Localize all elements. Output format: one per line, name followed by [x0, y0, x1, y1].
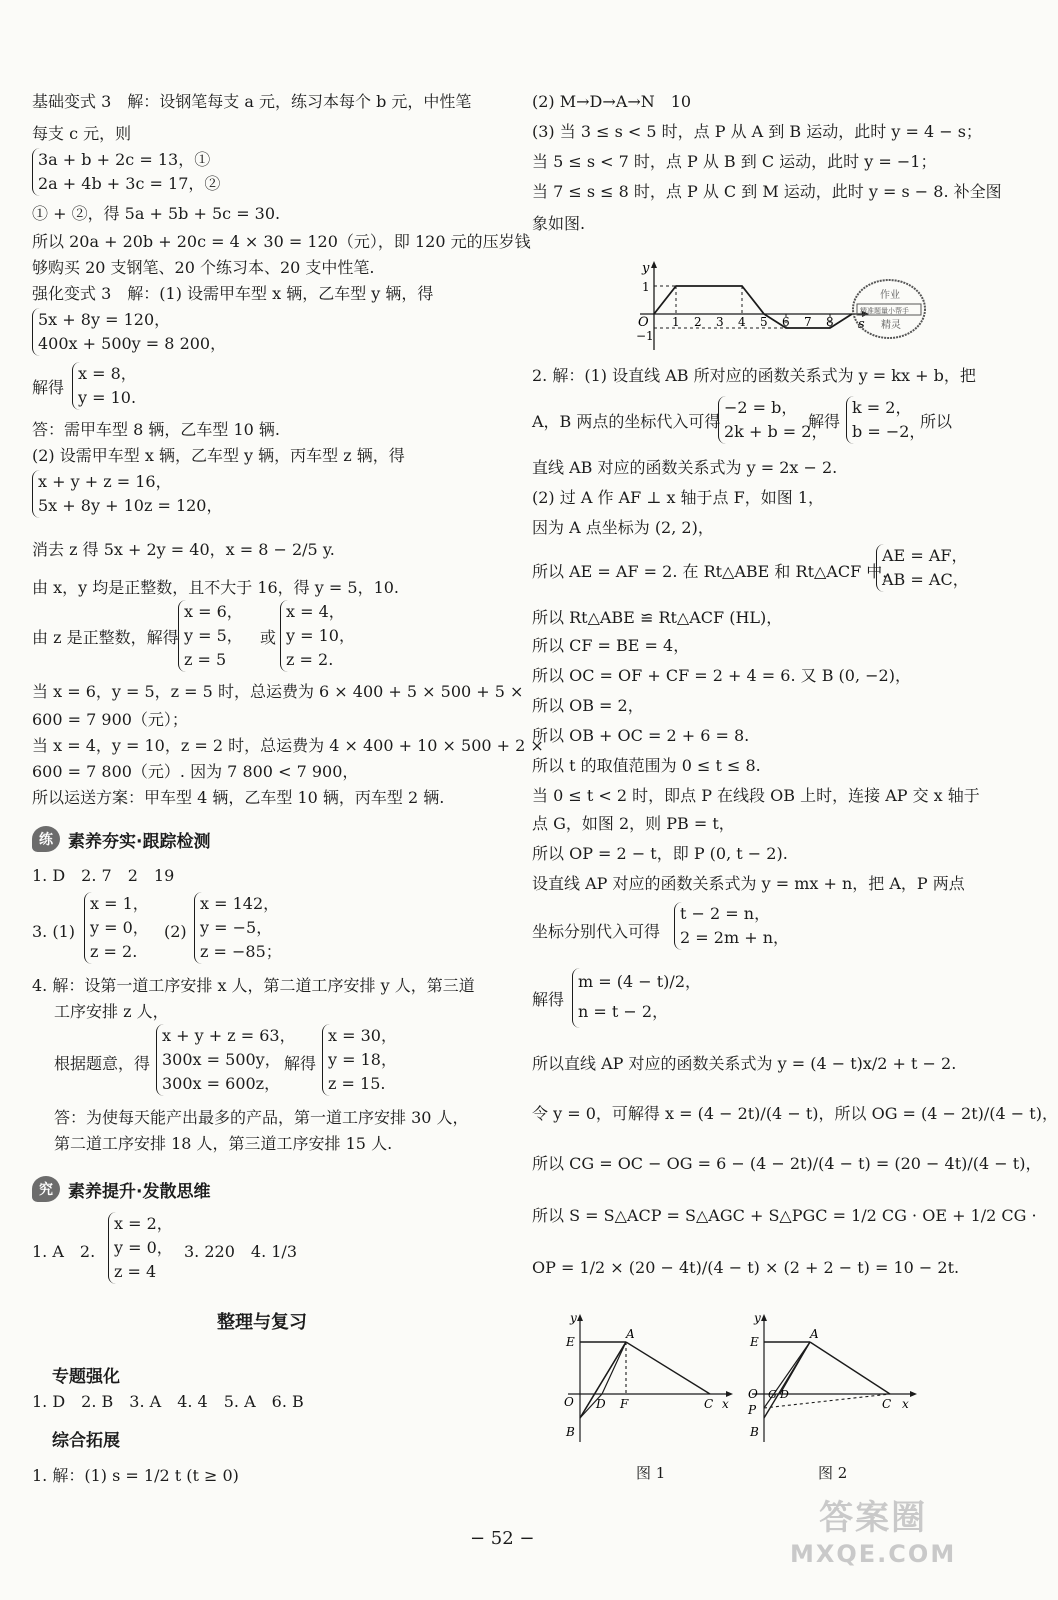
text-line: (3) 当 3 ≤ s < 5 时，点 P 从 A 到 B 运动，此时 y = 4 − s；: [532, 122, 982, 141]
svg-text:O: O: [748, 1387, 758, 1401]
text-line: 1. A 2.: [32, 1242, 96, 1261]
svg-text:作业: 作业: [880, 290, 900, 301]
text-line: 由 x，y 均是正整数，且不大于 16，得 y = 5，10.: [32, 578, 400, 597]
svg-text:x: x: [722, 1397, 729, 1411]
text-line: 所以 OC = OF + CF = 2 + 4 = 6. 又 B (0, −2)，: [532, 666, 911, 685]
y-label: y: [642, 261, 650, 276]
figure-1: [558, 1312, 738, 1452]
text-line: 2. 解：(1) 设直线 AB 所对应的函数关系式为 y = kx + b，把: [532, 366, 976, 385]
stamp-logo: [850, 276, 928, 342]
text-line: (2) M→D→A→N 10: [532, 92, 692, 111]
equation-system: x = 2， y = 0， z = 4: [108, 1212, 173, 1284]
text-line: 坐标分别代入可得: [532, 922, 661, 941]
tick-label: 8: [826, 315, 834, 329]
equation-system: x = 8， y = 10.: [72, 362, 137, 410]
equation-system: 5x + 8y = 120， 400x + 500y = 8 200，: [32, 308, 226, 356]
section-header: [32, 826, 210, 852]
svg-text:C: C: [704, 1397, 714, 1411]
subsection-title: 专题强化: [52, 1367, 120, 1387]
text-line: 象如图.: [532, 214, 586, 233]
text-line: 当 x = 6，y = 5，z = 5 时，总运费为 6 × 400 + 5 × 500 + 5 ×: [32, 682, 524, 701]
text-line: 设直线 AP 对应的函数关系式为 y = mx + n，把 A，P 两点: [532, 874, 965, 893]
text-line: 解得: [808, 412, 841, 431]
text-line: 所以 OB = 2，: [532, 696, 644, 715]
text-line: OP = 1/2 × (20 − 4t)/(4 − t) × (2 + 2 − t) = 10 − 2t.: [532, 1258, 960, 1277]
text-line: 所以 Rt△ABE ≌ Rt△ACF (HL)，: [532, 608, 783, 627]
section-title: 素养提升·发散思维: [68, 1181, 211, 1202]
text-line: 所以 20a + 20b + 20c = 4 × 30 = 120（元），即 120 元的压岁钱: [32, 232, 531, 251]
equation-system: x = 4， y = 10， z = 2.: [280, 600, 355, 672]
text-line: 4. 解：设第一道工序安排 x 人，第二道工序安排 y 人，第三道: [32, 976, 475, 995]
text-line: 第二道工序安排 18 人，第三道工序安排 15 人.: [54, 1134, 393, 1153]
piecewise-graph: [632, 258, 872, 354]
text-line: 消去 z 得 5x + 2y = 40，x = 8 − 2/5 y.: [32, 540, 335, 559]
text-line: 答：需甲车型 8 辆，乙车型 10 辆.: [32, 420, 280, 439]
equation-system: x + y + z = 63， 300x = 500y， 300x = 600z，: [156, 1024, 296, 1096]
svg-text:y: y: [570, 1311, 577, 1325]
text-line: 所以直线 AP 对应的函数关系式为 y = (4 − t)x/2 + t − 2.: [532, 1054, 957, 1073]
text-line: 点 G，如图 2，则 PB = t，: [532, 814, 735, 833]
text-line: 基础变式 3 解：设钢笔每支 a 元，练习本每个 b 元，中性笔: [32, 92, 472, 111]
page-number: − 52 −: [470, 1528, 535, 1549]
text-line: 3. 220 4. 1/3: [184, 1242, 297, 1261]
review-title: 整理与复习: [217, 1312, 307, 1333]
text-line: 所以 CG = OC − OG = 6 − (4 − 2t)/(4 − t) = (20 − 4t)/(4 − t)，: [532, 1154, 1042, 1173]
text-line: 所以 CF = BE = 4，: [532, 636, 690, 655]
watermark-logo: 答案圈 MXQE.COM: [790, 1498, 957, 1568]
text-line: 令 y = 0，可解得 x = (4 − 2t)/(4 − t)，所以 OG = (4 − 2t)/(4 − t)，: [532, 1104, 1058, 1123]
tick-label: 5: [760, 315, 768, 329]
svg-text:P: P: [748, 1403, 757, 1417]
text-line: 1. D 2. 7 2 19: [32, 866, 175, 885]
tick-label: 4: [738, 315, 746, 329]
text-line: 当 7 ≤ s ≤ 8 时，点 P 从 C 到 M 运动，此时 y = s − 8. 补全图: [532, 182, 1002, 201]
equation-system: AE = AF， AB = AC，: [876, 544, 969, 592]
svg-text:F: F: [620, 1397, 629, 1411]
figure-1-caption: 图 1: [636, 1464, 666, 1482]
svg-text:G: G: [768, 1388, 777, 1401]
text-line: 直线 AB 对应的函数关系式为 y = 2x − 2.: [532, 458, 838, 477]
text-line: 答：为使每天能产出最多的产品，第一道工序安排 30 人，: [54, 1108, 469, 1127]
text-line: 1. D 2. B 3. A 4. 4 5. A 6. B: [32, 1392, 304, 1411]
equation-system: t − 2 = n， 2 = 2m + n，: [674, 902, 789, 950]
text-line: 当 5 ≤ s < 7 时，点 P 从 B 到 C 运动，此时 y = −1；: [532, 152, 937, 171]
text-line: 解得: [532, 990, 565, 1009]
text-line: 所以 t 的取值范围为 0 ≤ t ≤ 8.: [532, 756, 761, 775]
equation-system: m = (4 − t)/2， n = t − 2，: [572, 968, 701, 1028]
svg-text:B: B: [750, 1425, 759, 1439]
svg-text:A: A: [626, 1327, 635, 1341]
svg-text:D: D: [780, 1388, 789, 1401]
text-line: (2) 设需甲车型 x 辆，乙车型 y 辆，丙车型 z 辆，得: [32, 446, 405, 465]
text-line: 所以运送方案：甲车型 4 辆，乙车型 10 辆，丙车型 2 辆.: [32, 788, 445, 807]
equation-system: k = 2， b = −2，: [846, 396, 925, 444]
svg-text:x: x: [902, 1397, 909, 1411]
x-label: s: [858, 317, 865, 332]
text-line: A，B 两点的坐标代入可得: [532, 412, 721, 431]
svg-text:C: C: [882, 1397, 892, 1411]
equation-system: x = 6， y = 5， z = 5: [178, 600, 243, 672]
text-line: 所以 S = S△ACP = S△AGC + S△PGC = 1/2 CG · OE + 1/2 CG ·: [532, 1206, 1037, 1225]
subsection-title: 综合拓展: [52, 1431, 120, 1451]
text-line: 当 0 ≤ t < 2 时，即点 P 在线段 OB 上时，连接 AP 交 x 轴于: [532, 786, 980, 805]
text-line: 工序安排 z 人，: [54, 1002, 169, 1021]
text-line: 解得: [32, 378, 65, 397]
equation-system: x = 1， y = 0， z = 2.: [84, 892, 149, 964]
section-title: 素养夯实·跟踪检测: [68, 831, 211, 852]
tick-label: 3: [716, 315, 724, 329]
svg-text:O: O: [564, 1395, 574, 1409]
section-badge: 究: [32, 1176, 60, 1202]
text-line: 解得: [284, 1054, 317, 1073]
section-badge: 练: [32, 826, 60, 852]
text-line: 所以: [920, 412, 953, 431]
tick-label: 6: [782, 315, 790, 329]
text-line: 所以 OP = 2 − t，即 P (0, t − 2).: [532, 844, 788, 863]
graph-curve: [654, 286, 852, 328]
tick-label: 1: [642, 280, 650, 294]
svg-text:E: E: [750, 1335, 759, 1349]
text-line: 1. 解：(1) s = 1/2 t (t ≥ 0): [32, 1466, 239, 1485]
svg-text:D: D: [596, 1397, 606, 1411]
tick-label: 1: [672, 315, 680, 329]
y-axis-arrow: [651, 261, 657, 268]
text-line: 3. (1): [32, 922, 76, 941]
text-line: 所以 OB + OC = 2 + 6 = 8.: [532, 726, 750, 745]
origin-label: O: [638, 315, 649, 330]
section-header: [32, 1176, 210, 1202]
text-line: ① + ②，得 5a + 5b + 5c = 30.: [32, 204, 281, 223]
text-line: 因为 A 点坐标为 (2, 2)，: [532, 518, 714, 537]
text-line: 600 = 7 800（元）. 因为 7 800 < 7 900，: [32, 762, 359, 781]
text-line: 由 z 是正整数，解得: [32, 628, 179, 647]
svg-text:y: y: [754, 1311, 761, 1325]
text-line: 或: [260, 628, 277, 647]
figure-2-caption: 图 2: [818, 1464, 848, 1482]
text-line: 够购买 20 支钢笔、20 个练习本、20 支中性笔.: [32, 258, 375, 277]
text-line: (2): [164, 922, 187, 941]
equation-system: x + y + z = 16， 5x + 8y + 10z = 120，: [32, 470, 223, 518]
tick-label: −1: [636, 329, 654, 343]
text-line: 所以 AE = AF = 2. 在 Rt△ABE 和 Rt△ACF 中，: [532, 562, 899, 581]
equation-system: x = 30， y = 18， z = 15.: [322, 1024, 397, 1096]
tick-label: 2: [694, 315, 702, 329]
equation-system: −2 = b， 2k + b = 2，: [718, 396, 827, 444]
text-line: 根据题意，得: [54, 1054, 151, 1073]
svg-text:B: B: [566, 1425, 575, 1439]
tick-label: 7: [804, 315, 812, 329]
text-line: 强化变式 3 解：(1) 设需甲车型 x 辆，乙车型 y 辆，得: [32, 284, 434, 303]
equation-system: x = 142， y = −5， z = −85；: [194, 892, 282, 964]
text-line: 当 x = 4，y = 10，z = 2 时，总运费为 4 × 400 + 10 × 500 + 2 ×: [32, 736, 544, 755]
text-line: (2) 过 A 作 AF ⊥ x 轴于点 F，如图 1，: [532, 488, 825, 507]
text-line: 600 = 7 900（元）；: [32, 710, 188, 729]
svg-text:E: E: [566, 1335, 575, 1349]
figure-2: [742, 1312, 922, 1452]
svg-text:精准题量小帮手: 精准题量小帮手: [860, 307, 909, 315]
text-line: 每支 c 元，则: [32, 124, 132, 143]
svg-text:A: A: [810, 1327, 819, 1341]
svg-text:精灵: 精灵: [881, 320, 901, 331]
equation-system: 3a + b + 2c = 13，① 2a + 4b + 3c = 17，②: [32, 148, 220, 196]
